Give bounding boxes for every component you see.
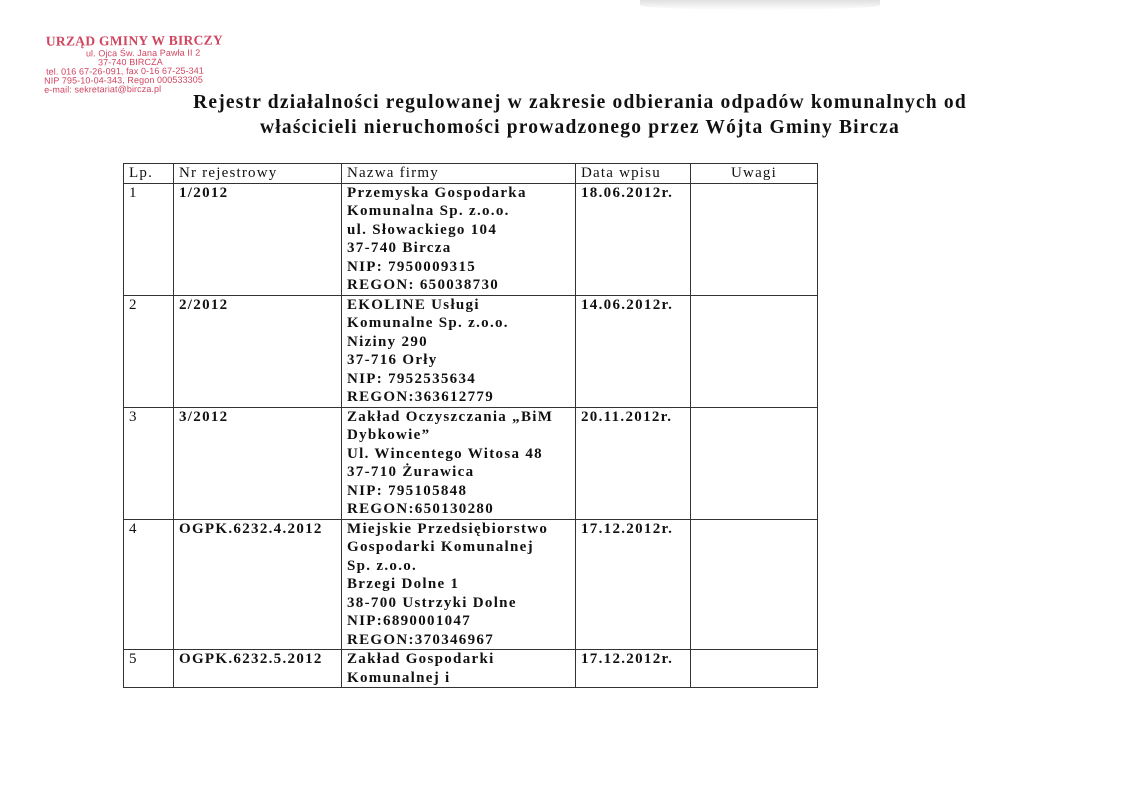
row-entry-date: 17.12.2012r. (576, 519, 691, 650)
company-detail-line: Niziny 290 (347, 333, 428, 350)
table-row (124, 519, 818, 650)
row-entry-date: 17.12.2012r. (576, 650, 691, 688)
row-registry-number: 1/2012 (174, 183, 342, 295)
row-company-name (342, 183, 576, 295)
row-registry-number: 2/2012 (174, 295, 342, 407)
company-detail-line: 37-716 Orły (347, 352, 438, 368)
row-registry-number: OGPK.6232.5.2012 (174, 650, 342, 688)
company-detail-line: EKOLINE Usługi (347, 296, 480, 313)
stamp-address-city: 37-740 BIRCZA (97, 56, 163, 67)
row-lp: 3 (124, 407, 174, 519)
company-detail-line: NIP: 7950009315 (347, 258, 477, 275)
company-detail-line: REGON:363612779 (347, 389, 494, 405)
company-detail-line: REGON: 650038730 (347, 277, 500, 293)
company-detail-line: ul. Słowackiego 104 (347, 221, 498, 238)
company-detail-line: NIP:6890001047 (347, 613, 472, 629)
row-company-name (342, 519, 576, 650)
row-notes (691, 295, 818, 407)
company-detail-line: NIP: 7952535634 (347, 370, 477, 387)
header-registry-number: Nr rejestrowy (174, 164, 342, 184)
row-company-name (342, 295, 576, 407)
header-notes: Uwagi (691, 164, 818, 184)
table-header-row (124, 164, 818, 184)
row-entry-date: 20.11.2012r. (576, 407, 691, 519)
row-company-name (342, 407, 576, 519)
row-lp: 4 (124, 519, 174, 650)
row-entry-date: 14.06.2012r. (576, 295, 691, 407)
stamp-nip-regon: NIP 795-10-04-343, Regon 000533305 (44, 74, 204, 86)
scan-shadow (640, 0, 880, 10)
header-lp: Lp. (124, 164, 174, 184)
table-row (124, 295, 818, 407)
company-detail-line: Przemyska Gospodarka (347, 184, 527, 201)
company-detail-line: Miejskie Przedsiębiorstwo (347, 520, 549, 537)
row-company-name (342, 650, 576, 688)
stamp-phone: tel. 016 67-26-091, fax 0-16 67-25-341 (46, 65, 205, 77)
row-lp: 5 (124, 650, 174, 688)
company-detail-line: Komunalnej i (347, 669, 451, 686)
row-notes (691, 650, 818, 688)
row-lp: 2 (124, 295, 174, 407)
row-registry-number: 3/2012 (174, 407, 342, 519)
row-notes (691, 407, 818, 519)
company-detail-line: Komunalne Sp. z.o.o. (347, 315, 509, 331)
company-detail-line: 37-740 Bircza (347, 240, 452, 256)
row-notes (691, 183, 818, 295)
row-notes (691, 519, 818, 650)
document-title-line-2: właścicieli nieruchomości prowadzonego przez Wójta Gminy Bircza (260, 117, 900, 138)
table-row (124, 183, 818, 295)
document-title-line-1: Rejestr działalności regulowanej w zakresie odbierania odpadów komunalnych od (193, 92, 967, 113)
company-detail-line: Brzegi Dolne 1 (347, 576, 460, 592)
company-detail-line: REGON:650130280 (347, 501, 494, 517)
company-detail-line: Sp. z.o.o. (347, 557, 418, 574)
company-detail-line: Komunalna Sp. z.o.o. (347, 203, 510, 219)
table-row (124, 650, 818, 688)
table-row (124, 407, 818, 519)
table-body (124, 183, 818, 688)
row-registry-number: OGPK.6232.4.2012 (174, 519, 342, 650)
row-entry-date: 18.06.2012r. (576, 183, 691, 295)
stamp-title: URZĄD GMINY W BIRCZY (45, 32, 224, 49)
company-detail-line: Gospodarki Komunalnej (347, 539, 534, 555)
company-detail-line: 37-710 Żurawica (347, 464, 475, 480)
stamp-email: e-mail: sekretariat@bircza.pl (44, 83, 162, 95)
row-lp: 1 (124, 183, 174, 295)
company-detail-line: REGON:370346967 (347, 631, 494, 648)
company-detail-line: Zakład Oczyszczania „BiM (347, 408, 554, 425)
company-detail-line: 38-700 Ustrzyki Dolne (347, 594, 517, 611)
header-entry-date: Data wpisu (576, 164, 691, 184)
company-detail-line: Ul. Wincentego Witosa 48 (347, 445, 543, 462)
company-detail-line: Dybkowie” (347, 427, 431, 443)
office-stamp (44, 33, 244, 94)
header-company-name: Nazwa firmy (342, 164, 576, 184)
company-detail-line: NIP: 795105848 (347, 482, 468, 499)
registry-table (123, 163, 818, 688)
stamp-address-street: ul. Ojca Św. Jana Pawła II 2 (85, 47, 201, 58)
document-title (130, 90, 1030, 140)
company-detail-line: Zakład Gospodarki (347, 651, 495, 667)
